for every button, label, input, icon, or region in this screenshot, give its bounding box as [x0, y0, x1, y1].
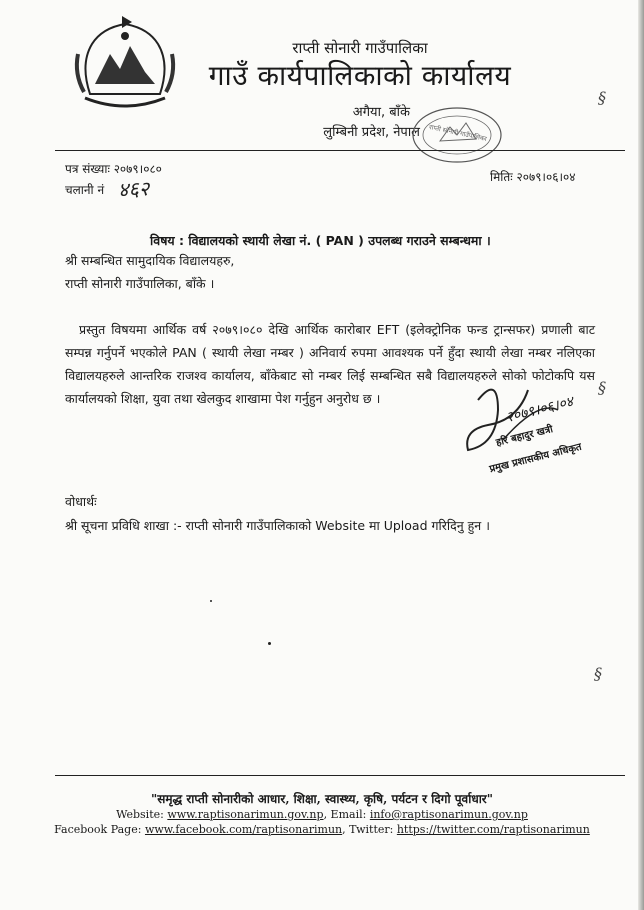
- cc-heading: वोधार्थः: [65, 494, 97, 509]
- scan-speck: [268, 642, 271, 645]
- website-link[interactable]: www.raptisonarimun.gov.np: [167, 808, 324, 821]
- margin-mark: §: [594, 664, 602, 683]
- signature-date: २०७९।०६।०४: [504, 393, 575, 427]
- municipality-name: राप्ती सोनारी गाउँपालिका: [292, 39, 428, 57]
- letter-date: मितिः २०७९।०६।०४: [490, 170, 576, 184]
- letter-reference-number: पत्र संख्याः २०७९।०८०: [65, 162, 162, 176]
- office-title: गाउँ कार्यपालिकाको कार्यालय: [208, 59, 512, 92]
- footer-contact-line-2: [0, 823, 644, 836]
- signatory-title: प्रमुख प्रशासकीय अधिकृत: [488, 441, 583, 476]
- margin-mark: §: [598, 88, 606, 107]
- recipient-line-2: राप्ती सोनारी गाउँपालिका, बाँके ।: [65, 276, 215, 291]
- twitter-label: , Twitter:: [342, 823, 397, 836]
- letter-body: प्रस्तुत विषयमा आर्थिक वर्ष २०७९।०८० देखि आर्थिक कारोबार EFT (इलेक्ट्रोनिक फन्ड ट्रान्सफर) प्रणाली बाट सम्पन्न गर्नुपर्ने भएकोले PAN ( स्थायी लेखा नम्बर ) अनिवार्य रुपमा आवश्यक पर्ने हुँदा स्थायी लेखा नम्बर नलिएका विद्यालयहरुले आन्तरिक राजश्व कार्यालय, बाँकेबाट सो नम्बर लिई सम्बन्धित सबै विद्यालयहरुले सोको फोटोकपि यस कार्यालयको शिक्षा, युवा तथा खेलकुद शाखामा पेश गर्नुहुन अनुरोध छ ।: [65, 322, 595, 406]
- office-province: लुम्बिनी प्रदेश, नेपाल: [323, 125, 420, 140]
- scan-speck: [210, 600, 212, 602]
- website-label: Website:: [116, 808, 168, 821]
- twitter-link[interactable]: https://twitter.com/raptisonarimun: [396, 823, 590, 836]
- nepal-emblem-icon: [70, 14, 180, 114]
- header-divider: [55, 150, 625, 151]
- email-link[interactable]: info@raptisonarimun.gov.np: [369, 808, 528, 821]
- dispatch-number-handwritten: ४६२: [117, 176, 150, 202]
- footer-contact-line-1: [0, 808, 644, 821]
- office-location: अगैया, बाँके: [352, 105, 410, 120]
- dispatch-number-label: चलानी नं: [65, 183, 105, 197]
- stamp-text: राप्ती सोनारी गाउँपालिका: [428, 122, 488, 143]
- facebook-label: Facebook Page:: [54, 823, 145, 836]
- cc-recipient: श्री सूचना प्रविधि शाखा :- राप्ती सोनारी गाउँपालिकाको Website मा Upload गरिदिनु हुन ।: [65, 518, 490, 533]
- email-label: , Email:: [323, 808, 370, 821]
- signatory-name: हरि बहादुर खत्री: [494, 424, 555, 449]
- footer-motto: "समृद्ध राप्ती सोनारीको आधार, शिक्षा, स्वास्थ्य, कृषि, पर्यटन र दिगो पूर्वाधार": [151, 792, 493, 806]
- scan-page-edge: [638, 0, 644, 910]
- recipient-line-1: श्री सम्बन्धित सामुदायिक विद्यालयहरु,: [65, 253, 235, 268]
- letter-subject: विषय : विद्यालयको स्थायी लेखा नं. ( PAN ) उपलब्ध गराउने सम्बन्धमा ।: [150, 233, 491, 248]
- footer-divider: [55, 775, 625, 776]
- facebook-link[interactable]: www.facebook.com/raptisonarimun: [144, 823, 343, 836]
- margin-mark: §: [598, 378, 606, 397]
